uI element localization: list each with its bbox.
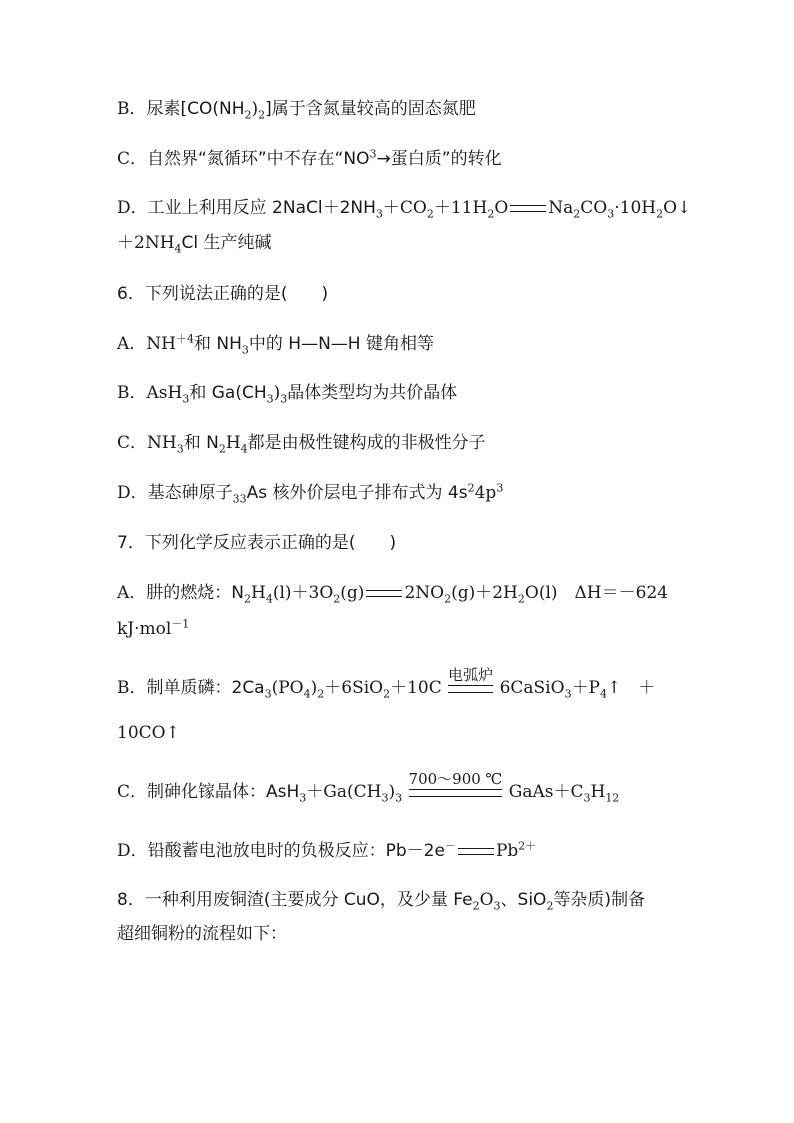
q8-stem-line1: 8．一种利用废铜渣(主要成分 CuO，及少量 $Fe_2O_3$、SiO$_2$等杂质)制备 bbox=[117, 890, 646, 913]
q5-option-b: B．尿素$[CO(NH_2)_2]$属于含氮量较高的固态氮肥 bbox=[117, 99, 476, 122]
q7-stem: 7．下列化学反应表示正确的是( ) bbox=[117, 533, 397, 553]
q6-option-d: D．基态砷原子$_{33}$As 核外价层电子排布式为 $4s^24p^3$ bbox=[117, 481, 504, 506]
q7-option-d: D．铅酸蓄电池放电时的负极反应：Pb－2e－ $Pb^{2+}$ bbox=[117, 839, 537, 861]
q7-option-c: C．制砷化镓晶体：$AsH_3+Ga(CH_3)_3$ 700～900 ℃ $GaAs+C_3H_{12}$ bbox=[117, 770, 620, 805]
q5-option-d-cont: $+2NH_4Cl$ 生产纯碱 bbox=[117, 233, 272, 256]
q6-option-c: C．$NH_3$和 $N_2H_4$都是由极性键构成的非极性分子 bbox=[117, 433, 486, 456]
q7-option-a-cont: kJ·mol$^{-1}$ bbox=[117, 617, 190, 639]
q8-stem-line2: 超细铜粉的流程如下： bbox=[117, 924, 287, 944]
reaction-condition-arc-furnace: 电弧炉 bbox=[447, 668, 494, 693]
q5-option-c: C．自然界“氮循环”中不存在“$NO^3\to$蛋白质”的转化 bbox=[117, 147, 502, 169]
equals-sign bbox=[366, 590, 402, 597]
q7-option-b: B．制单质磷：$2Ca_3(PO_4)_2+6SiO_2+10C$ 电弧炉 $6CaSiO_3+P_4↑$ ＋ bbox=[117, 666, 656, 701]
q7-option-a: A．肼的燃烧：$N_2H_4(l)+3O_2(g)$ $2NO_2(g)+2H_2O(l)$ ΔH＝－624 bbox=[117, 583, 669, 606]
equals-sign bbox=[510, 205, 546, 212]
q7-option-b-cont: 10CO↑ bbox=[117, 723, 180, 743]
q5-option-d: D．工业上利用反应 $2NaCl+2NH_3+CO_2+11H_2O$ $Na_2CO_3\cdot 10H_2O↓$ bbox=[117, 198, 692, 221]
q6-option-a: A．$NH^{+4}$和 $NH_3$中的 H—N—H 键角相等 bbox=[117, 332, 434, 357]
equals-sign bbox=[458, 848, 494, 855]
q6-stem: 6．下列说法正确的是( ) bbox=[117, 284, 329, 304]
reaction-condition-temperature: 700～900 ℃ bbox=[408, 772, 504, 797]
q6-option-b: B．AsH$_3$和 $Ga(CH_3)_3$晶体类型均为共价晶体 bbox=[117, 383, 458, 406]
